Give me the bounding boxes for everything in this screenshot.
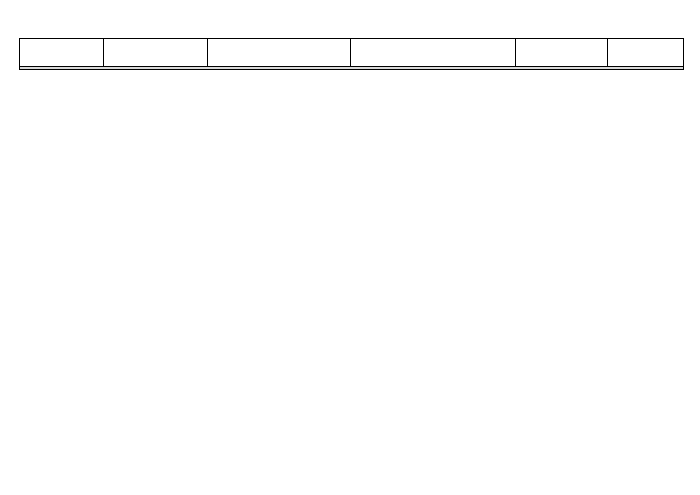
curriculum-table: [19, 38, 684, 70]
header-content-standards: [104, 39, 208, 67]
quarter-label: [20, 67, 684, 70]
header-learning-competency: [351, 39, 516, 67]
header-row: [20, 39, 684, 67]
header-learning-materials: [608, 39, 684, 67]
quarter-row: [20, 67, 684, 70]
header-performance-standards: [208, 39, 351, 67]
header-content: [20, 39, 104, 67]
header-code: [516, 39, 608, 67]
